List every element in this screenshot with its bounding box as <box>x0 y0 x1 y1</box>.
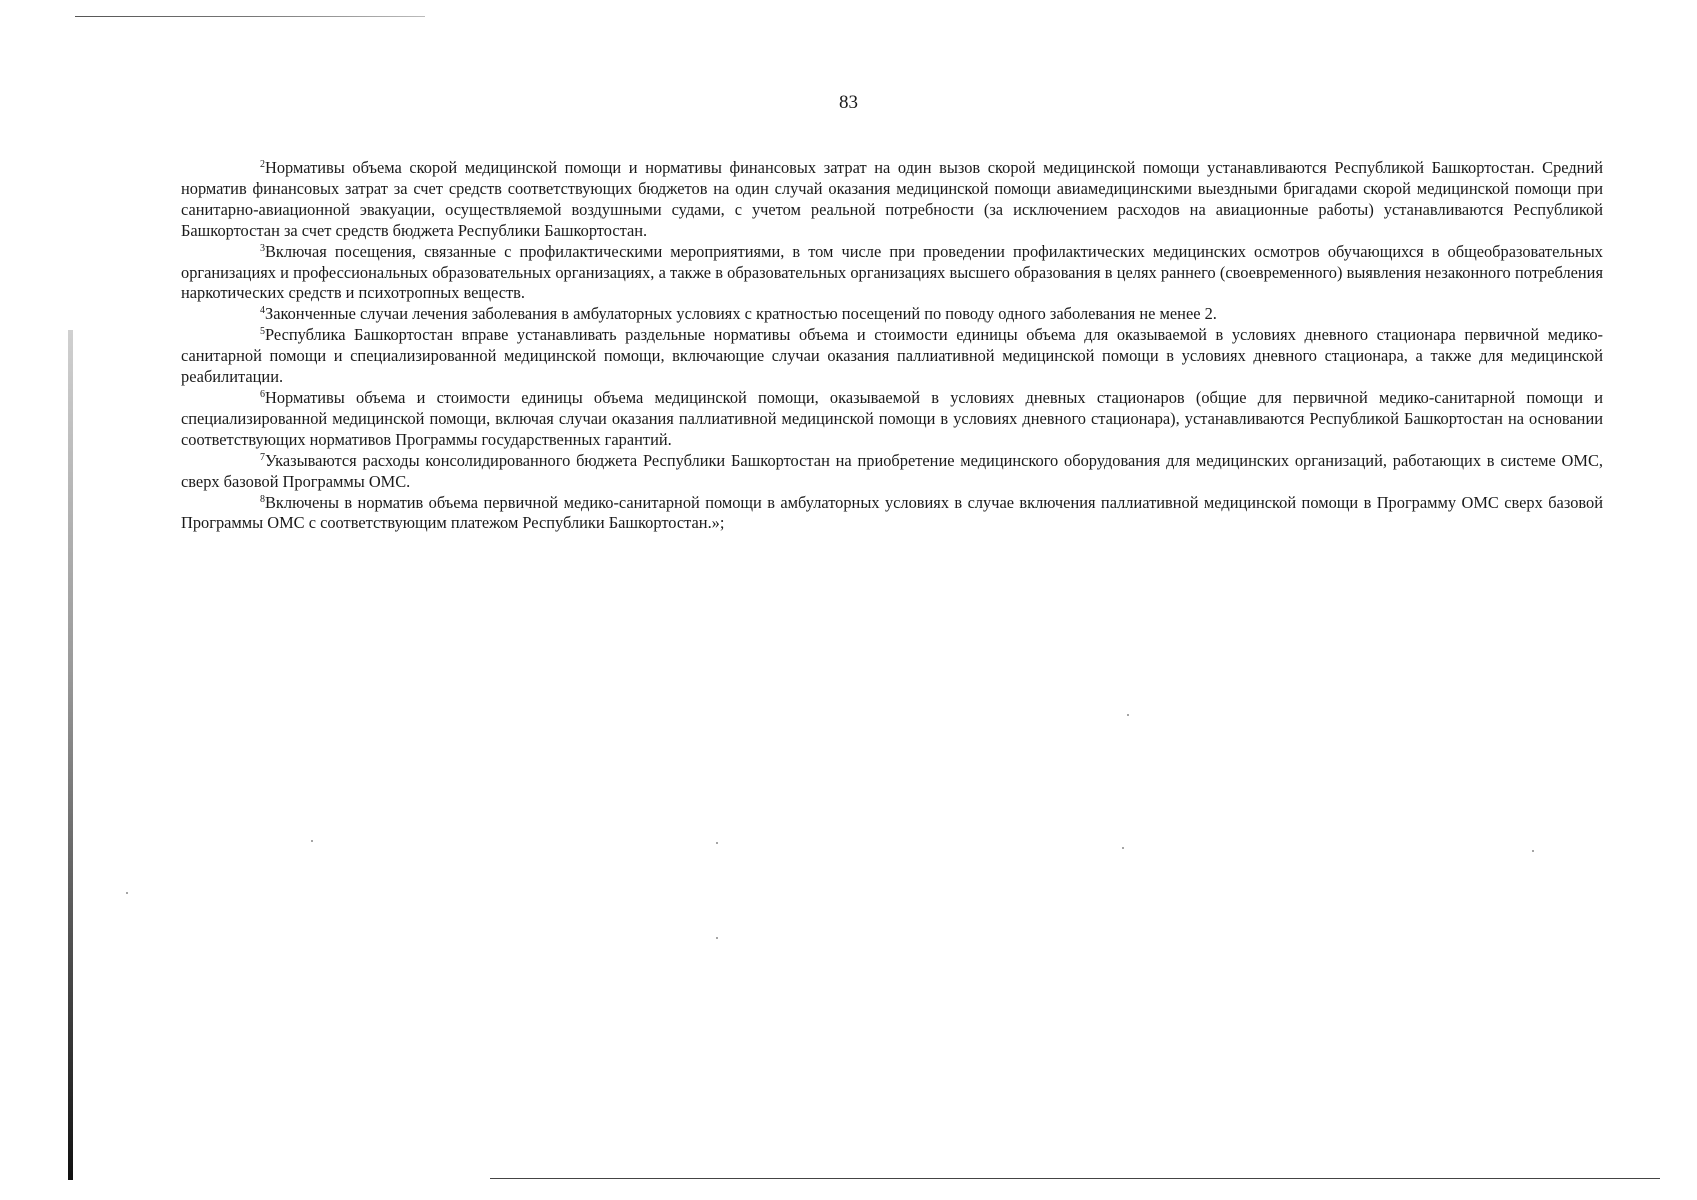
footnote-2 <box>181 158 1603 242</box>
footnote-text: Законченные случаи лечения заболевания в амбулаторных условиях с кратностью посещений по поводу одного заболевания не менее 2. <box>265 304 1217 324</box>
footnote-mark: 3 <box>260 242 265 254</box>
scan-speck <box>1532 850 1534 852</box>
page-number: 83 <box>839 92 858 113</box>
footnote-text: Нормативы объема и стоимости единицы объема медицинской помощи, оказываемой в условиях дневных стационаров (общие для первичной медико-санитарной помощи и специализированной медицинской помощи, включая случаи оказания паллиативной медицинской помощи в условиях дневного стационара), устанавливаются Республикой Башкортостан на основании соответствующих нормативов Программы государственных гарантий. <box>181 387 1603 449</box>
footnote-5 <box>181 325 1603 388</box>
footnote-text: Включены в норматив объема первичной медико-санитарной помощи в амбулаторных условиях в случае включения паллиативной медицинской помощи в Программу ОМС сверх базовой Программы ОМС с соответствующим платежом Республики Башкортостан.»; <box>181 492 1603 533</box>
footnote-mark: 7 <box>260 451 265 463</box>
footnote-3 <box>181 242 1603 305</box>
footnote-text: Включая посещения, связанные с профилактическими мероприятиями, в том числе при проведении профилактических медицинских осмотров обучающихся в общеобразовательных организациях и профессиональных образовательных организациях, а также в образовательных организациях высшего образования в целях раннего (своевременного) выявления незаконного потребления наркотических средств и психотропных веществ. <box>181 241 1603 303</box>
scan-speck <box>716 842 718 844</box>
scan-speck <box>311 840 313 842</box>
scan-speck <box>1122 847 1124 849</box>
footnote-mark: 4 <box>260 305 265 317</box>
footnote-7 <box>181 451 1603 493</box>
footnote-text: Указываются расходы консолидированного бюджета Республики Башкортостан на приобретение медицинского оборудования для медицинских организаций, работающих в системе ОМС, сверх базовой Программы ОМС. <box>181 450 1603 491</box>
scan-speck <box>716 937 718 939</box>
footnote-mark: 5 <box>260 326 265 338</box>
scan-left-edge-bar <box>68 330 73 1180</box>
scan-bottom-edge-line <box>490 1178 1660 1179</box>
footnote-text: Нормативы объема скорой медицинской помощи и нормативы финансовых затрат на один вызов скорой медицинской помощи устанавливаются Республикой Башкортостан. Средний норматив финансовых затрат за счет средств соответствующих бюджетов на один случай оказания медицинской помощи авиамедицинскими выездными бригадами скорой медицинской помощи при санитарно-авиационной эвакуации, осуществляемой воздушными судами, с учетом реальной потребности (за исключением расходов на авиационные работы) устанавливаются Республикой Башкортостан за счет средств бюджета Республики Башкортостан. <box>181 158 1603 240</box>
footnotes-block <box>181 158 1603 534</box>
footnote-text: Республика Башкортостан вправе устанавливать раздельные нормативы объема и стоимости единицы объема для оказываемой в условиях дневного стационара первичной медико-санитарной помощи и специализированной медицинской помощи, включающие случаи оказания паллиативной медицинской помощи в условиях дневного стационара, а также для медицинской реабилитации. <box>181 325 1603 387</box>
scan-speck <box>1127 714 1129 716</box>
footnote-mark: 2 <box>260 159 265 170</box>
scan-top-edge-line <box>75 16 425 17</box>
footnote-6 <box>181 388 1603 451</box>
footnote-mark: 8 <box>260 493 265 505</box>
footnote-mark: 6 <box>260 388 265 400</box>
footnote-4 <box>181 304 1603 325</box>
scan-speck <box>126 892 128 894</box>
footnote-8 <box>181 493 1603 535</box>
